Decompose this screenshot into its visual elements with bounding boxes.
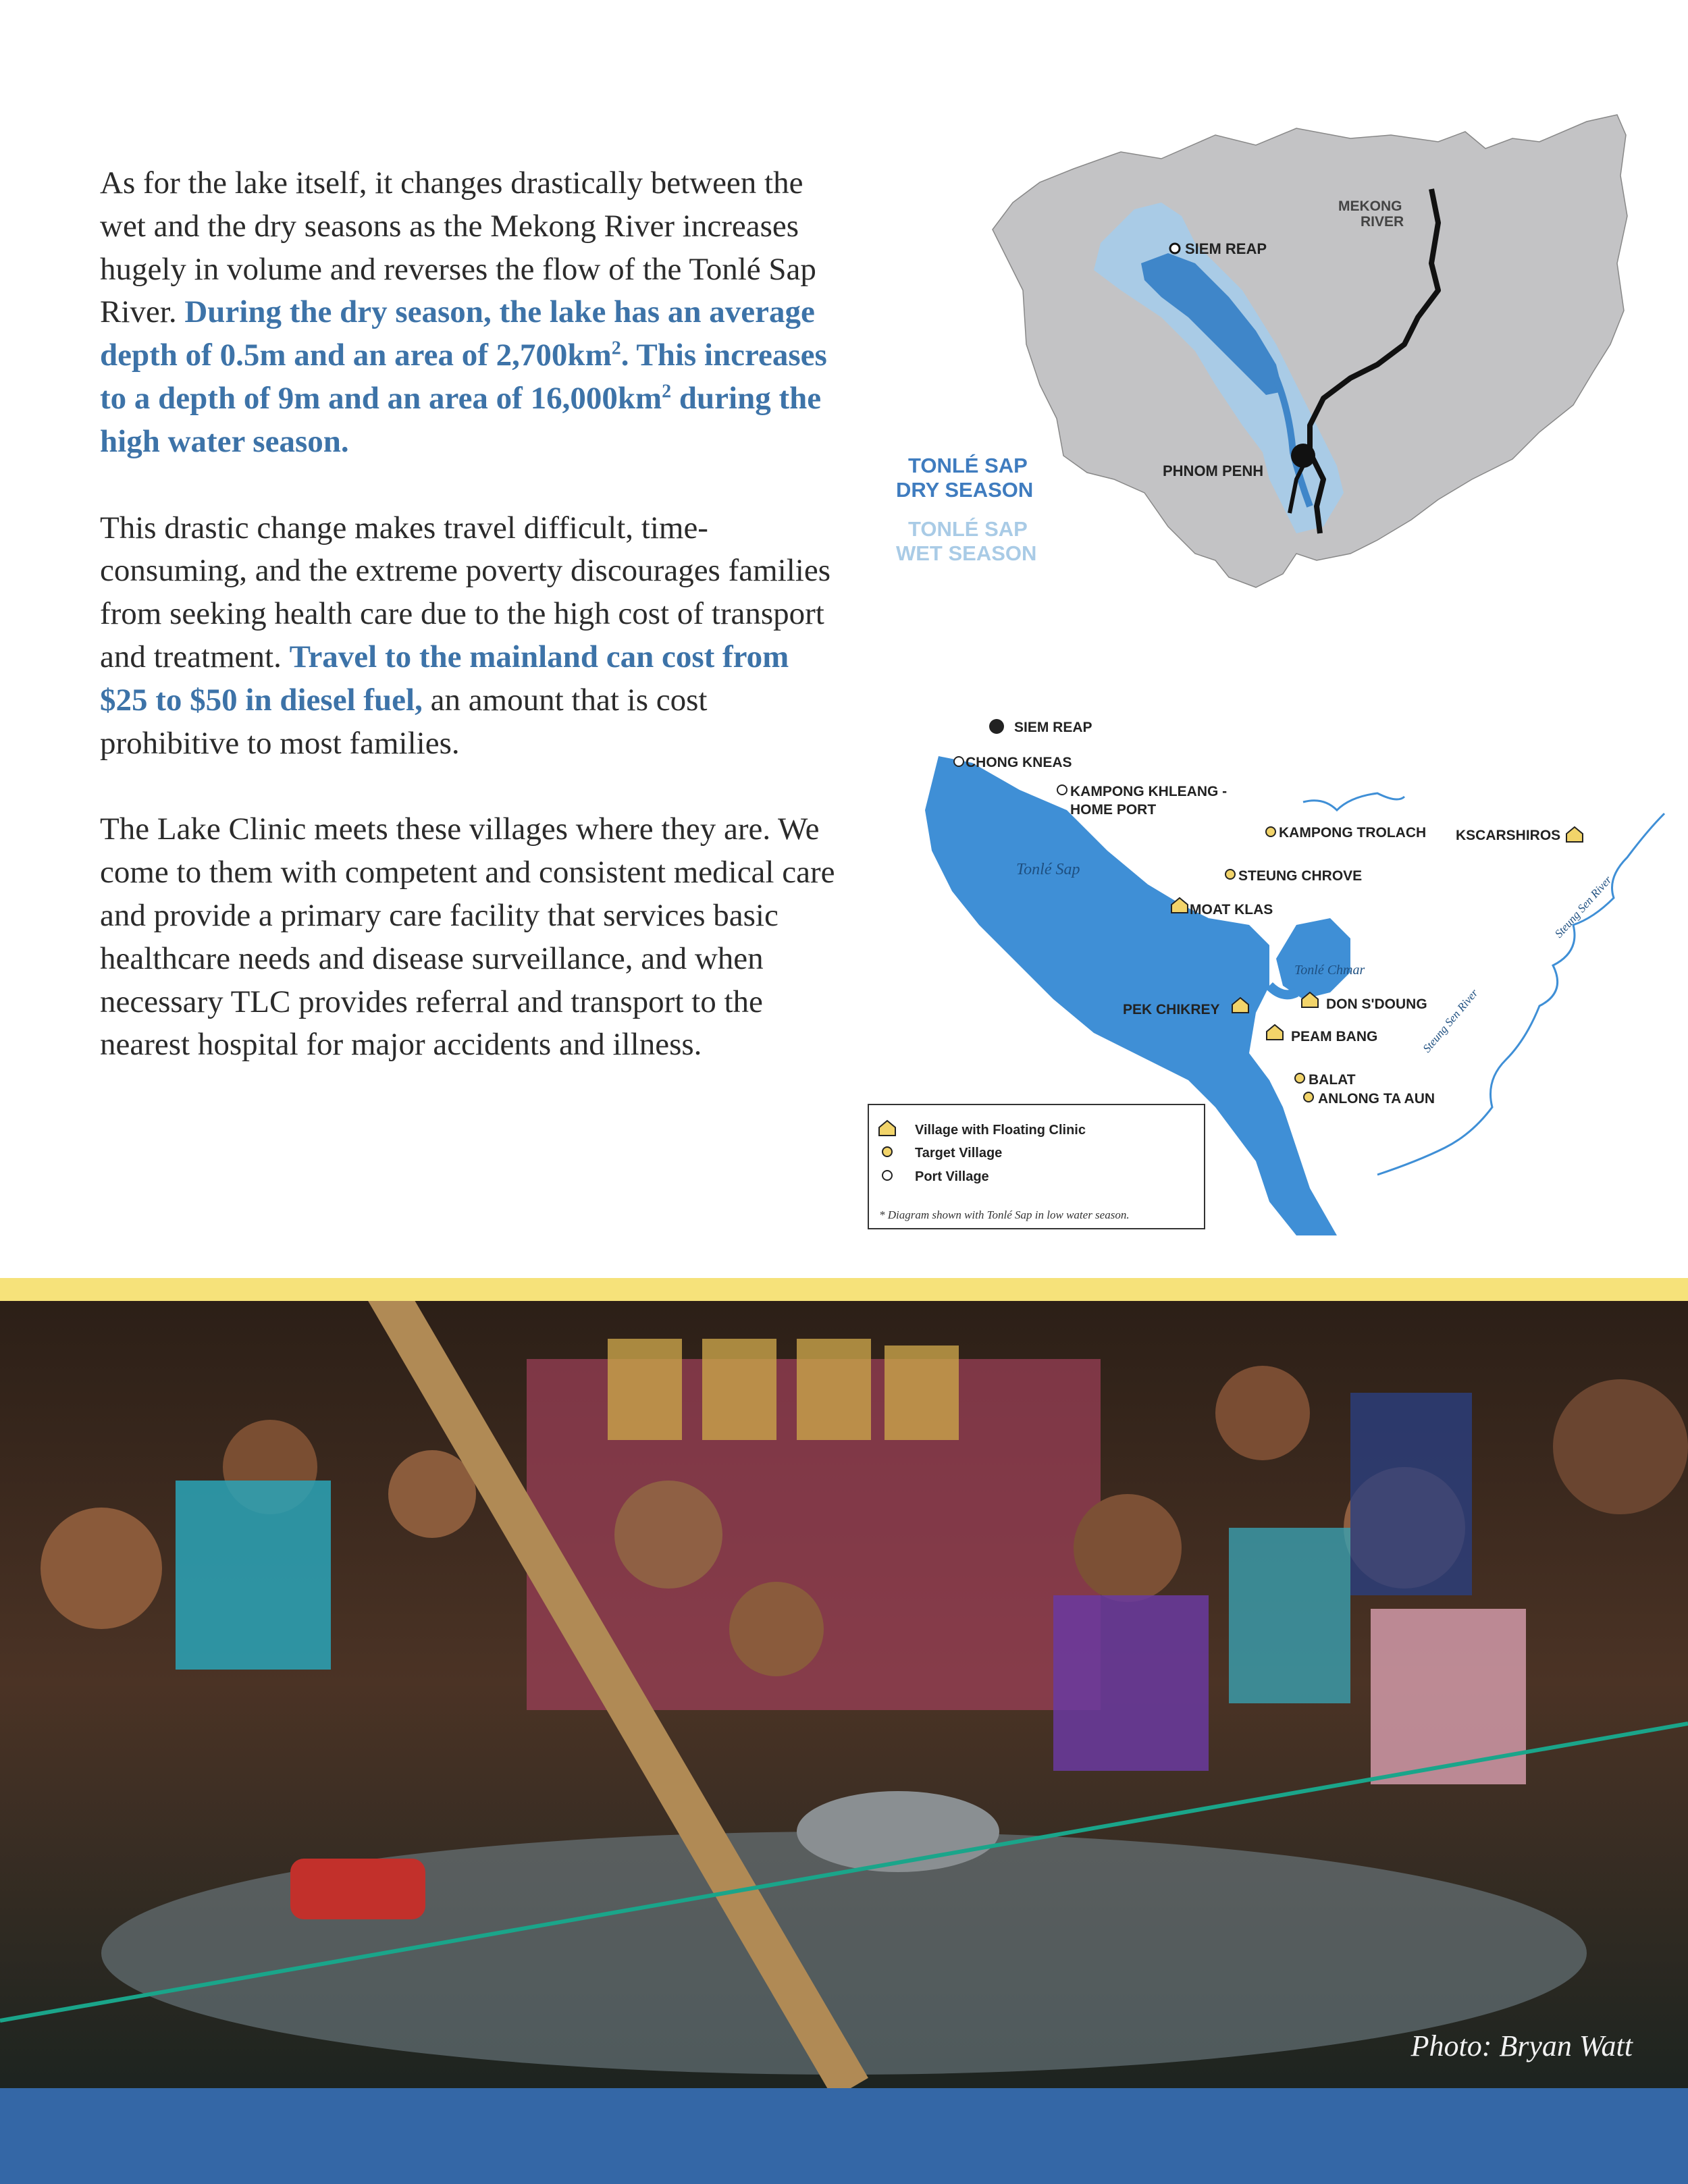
label-kampong-trolach: KAMPONG TROLACH: [1279, 825, 1427, 841]
label-mekong-1: MEKONG: [1338, 198, 1402, 214]
yellow-band: [0, 1278, 1688, 1301]
label-steung-sen-2: Steung Sen River: [1552, 873, 1614, 940]
p1-highlight: During the dry season, the lake has an average depth of 0.5m and an area of $2,700km^2$. This increases to a depth of 9m and an area of $16,000km^2$ during the high water season.: [100, 294, 827, 459]
label-chong-kneas: CHONG KNEAS: [966, 755, 1072, 770]
photo-credit: Photo: Bryan Watt: [1410, 2029, 1633, 2062]
phnom-penh-dot: [1291, 444, 1315, 468]
upper-river: [1303, 793, 1404, 810]
p2-end: an amount that is cost prohibitive to most families.: [100, 682, 708, 761]
legend-port: Port Village: [915, 1169, 989, 1184]
label-peam-bang: PEAM BANG: [1291, 1029, 1378, 1044]
label-mekong-2: RIVER: [1361, 214, 1404, 230]
legend-port-dot: [882, 1171, 892, 1180]
legend-floating: Village with Floating Clinic: [915, 1123, 1086, 1138]
label-steung-chrove: STEUNG CHROVE: [1238, 868, 1363, 884]
p1-intro: As for the lake itself, it changes drastically between the wet and the dry seasons as the Mekong River increases hugely in volume and reverses the flow of the Tonlé Sap River.: [100, 165, 816, 330]
label-pek-chikrey: PEK CHIKREY: [1123, 1002, 1220, 1017]
blue-footer-band: [0, 2088, 1688, 2184]
siem-reap-dot: [989, 719, 1004, 734]
paragraph-lake-clinic: The Lake Clinic meets these villages where they are. We come to them with competent and consistent medical care and provide a primary care facility that services basic healthcare needs and disease surveillance, and when necessary TLC provides referral and transport to the nearest hospital for major accidents and illness.: [100, 811, 835, 1063]
siem-reap-dot: [1170, 244, 1180, 253]
port-village-dot: [1057, 785, 1067, 795]
label-tonle-chmar: Tonlé Chmar: [1294, 963, 1365, 978]
legend-wet-2: WET SEASON: [896, 541, 1037, 565]
label-phnom-penh: PHNOM PENH: [1163, 462, 1264, 479]
community-photo: [0, 1278, 1688, 2088]
target-village-dot: [1304, 1092, 1313, 1102]
floating-clinic-icon: [1267, 1025, 1283, 1040]
label-don-sdoung: DON S'DOUNG: [1326, 996, 1427, 1012]
label-kampong-khleang-2: HOME PORT: [1070, 802, 1157, 818]
label-tonle-sap: Tonlé Sap: [1016, 861, 1080, 878]
map-legend: [868, 1104, 1205, 1229]
legend-target: Target Village: [915, 1146, 1003, 1161]
legend-wet-1: TONLÉ SAP: [908, 517, 1028, 541]
target-village-dot: [1225, 870, 1235, 879]
label-anlong-ta-aun: ANLONG TA AUN: [1318, 1091, 1435, 1107]
body-text: [100, 162, 836, 1110]
cambodia-map: [878, 88, 1688, 641]
p2-highlight: Travel to the mainland can cost from $25 to $50 in diesel fuel,: [100, 639, 789, 718]
legend-dry-2: DRY SEASON: [896, 478, 1034, 502]
steung-sen-river: [1377, 814, 1664, 1175]
paragraph-lake-seasons: [100, 162, 836, 464]
target-village-dot: [1266, 827, 1275, 836]
port-village-dot: [954, 757, 964, 766]
tonle-chmar: [1276, 918, 1350, 999]
legend-target-dot: [882, 1147, 892, 1156]
label-steung-sen-1: Steung Sen River: [1420, 986, 1481, 1055]
label-moat-klas: MOAT KLAS: [1190, 902, 1273, 917]
floating-clinic-icon: [1566, 827, 1583, 842]
legend-dry-1: TONLÉ SAP: [908, 454, 1028, 477]
legend-note: * Diagram shown with Tonlé Sap in low water season.: [879, 1208, 1130, 1221]
label-siem-reap: SIEM REAP: [1185, 240, 1267, 257]
village-map: [864, 702, 1688, 1242]
label-balat: BALAT: [1309, 1072, 1356, 1088]
label-siem-reap: SIEM REAP: [1014, 720, 1092, 735]
p2-intro: This drastic change makes travel difficult, time-consuming, and the extreme poverty discourages families from seeking health care due to the high cost of transport and treatment.: [100, 510, 830, 674]
label-kscarshiros: KSCARSHIROS: [1456, 828, 1561, 843]
target-village-dot: [1295, 1073, 1304, 1083]
label-kampong-khleang-1: KAMPONG KHLEANG -: [1070, 784, 1228, 799]
paragraph-travel-cost: [100, 507, 836, 766]
